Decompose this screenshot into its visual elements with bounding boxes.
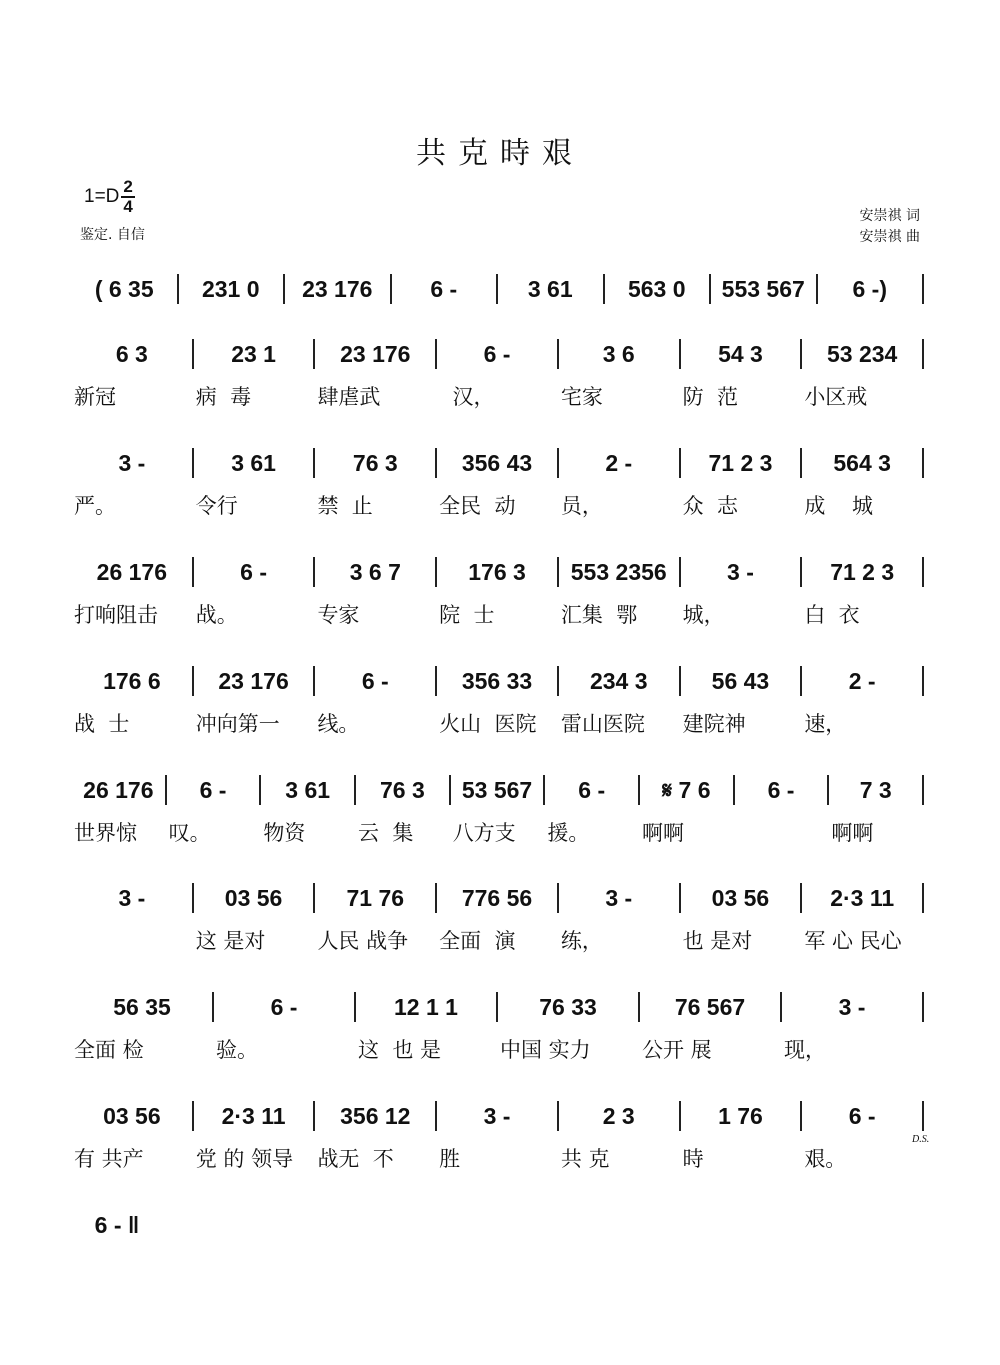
lyric: 汇集 鄂 — [560, 603, 638, 627]
measure: ( 6 35 — [72, 274, 179, 304]
measure: 56 43 — [681, 666, 803, 696]
measure: 71 2 3 — [681, 448, 803, 478]
lyricist: 安崇祺 词 — [859, 208, 920, 224]
score-line — [72, 773, 924, 847]
lyric: 白 衣 — [804, 603, 860, 627]
lyrics-row — [72, 490, 924, 520]
measure: 2 - — [802, 666, 924, 696]
measure: 563 0 — [605, 274, 712, 304]
lyric: 速， — [804, 712, 847, 736]
lyrics-row — [72, 708, 924, 738]
measure: 176 3 — [437, 557, 559, 587]
da-segno-mark: D.S. — [912, 1134, 930, 1145]
score-line — [72, 1208, 162, 1242]
key-text: 1=D — [84, 186, 120, 207]
notes-row — [72, 773, 924, 807]
measure: 7 3 — [829, 775, 924, 805]
lyric — [735, 817, 830, 847]
lyric: 防 范 — [682, 385, 738, 409]
measure: 356 33 — [437, 666, 559, 696]
lyrics-row — [72, 599, 924, 629]
measure: 2 - — [559, 448, 681, 478]
measure: 71 2 3 — [802, 557, 924, 587]
score-line — [72, 1099, 924, 1173]
lyrics-row — [72, 381, 924, 411]
measure: 6 3 — [72, 339, 194, 369]
measure: 553 567 — [711, 274, 818, 304]
lyric: 援。 — [547, 821, 590, 845]
notes-row — [72, 337, 924, 371]
measure: 564 3 — [802, 448, 924, 478]
lyric: 也 是对 — [682, 929, 753, 953]
measure: 26 176 — [72, 557, 194, 587]
identifier: 鉴定. 自信 — [80, 227, 145, 243]
measure: 6 - — [735, 775, 830, 805]
measure: 54 3 — [681, 339, 803, 369]
lyric: 世界惊 — [74, 821, 137, 845]
notes-row — [72, 272, 924, 306]
measure: 03 56 — [72, 1101, 194, 1131]
notes-row — [72, 1208, 162, 1242]
notes-row — [72, 664, 924, 698]
time-signature — [121, 178, 134, 216]
measure: 6 - ‖ — [94, 1211, 140, 1238]
lyric: 现， — [784, 1038, 826, 1062]
lyric: 令行 — [195, 494, 238, 518]
measure: 3 6 7 — [315, 557, 437, 587]
time-top: 2 — [123, 177, 133, 196]
measure: 26 176 — [72, 775, 167, 805]
lyric: 众 志 — [682, 494, 738, 518]
lyric: 线。 — [317, 712, 360, 736]
lyrics-row — [72, 925, 924, 955]
measure: 76 567 — [640, 992, 782, 1022]
lyric: 時 — [682, 1147, 704, 1171]
lyric: 打响阻击 — [74, 603, 158, 627]
measure: 23 176 — [315, 339, 437, 369]
lyric: 严。 — [74, 494, 116, 518]
measure: 12 1 1 — [356, 992, 498, 1022]
lyric: 城， — [682, 603, 725, 627]
notes-row — [72, 990, 924, 1024]
measure: 231 0 — [179, 274, 286, 304]
lyric: 火山 医院 — [439, 712, 537, 736]
lyric: 宅家 — [560, 385, 603, 409]
measure: 6 - — [545, 775, 640, 805]
lyric: 练， — [560, 929, 603, 953]
lyric: 全民 动 — [439, 494, 516, 518]
measure: 6 -) — [818, 274, 925, 304]
lyric: 雷山医院 — [560, 712, 645, 736]
lyric: 人民 战争 — [317, 929, 409, 953]
measure: 71 76 — [315, 883, 437, 913]
key-signature — [84, 178, 135, 216]
measure: 3 61 — [194, 448, 316, 478]
lyric: 有 共产 — [74, 1147, 144, 1171]
lyric: 验。 — [216, 1038, 258, 1062]
composer: 安崇祺 曲 — [859, 229, 920, 245]
measure: 03 56 — [681, 883, 803, 913]
lyric: 战 士 — [74, 712, 130, 736]
lyric: 病 毒 — [195, 385, 252, 409]
measure: 176 6 — [72, 666, 194, 696]
measure: 356 12 — [315, 1101, 437, 1131]
lyric: 成 城 — [804, 494, 874, 518]
lyric: 党 的 领导 — [195, 1147, 294, 1171]
lyric: 肆虐武 — [317, 385, 381, 409]
notes-row — [72, 1099, 924, 1133]
lyric: 八方支 — [452, 821, 516, 845]
lyric: 小区戒 — [804, 385, 868, 409]
notes-row — [72, 881, 924, 915]
measure: 76 3 — [356, 775, 451, 805]
lyric: 冲向第一 — [195, 712, 280, 736]
lyric: 专家 — [317, 603, 360, 627]
lyric: 中国 实力 — [500, 1038, 591, 1062]
measure: 53 234 — [802, 339, 924, 369]
lyrics-row — [72, 1143, 924, 1173]
score-line — [72, 272, 924, 306]
lyric: 汉， — [439, 385, 495, 409]
measure: 6 - — [167, 775, 262, 805]
measure: 2 3 — [559, 1101, 681, 1131]
measure: 2·3 11 — [802, 883, 924, 913]
lyric — [72, 925, 194, 955]
notes-row — [72, 446, 924, 480]
measure: 3 61 — [261, 775, 356, 805]
lyric: 禁 止 — [317, 494, 373, 518]
score-line — [72, 555, 924, 629]
score-line — [72, 337, 924, 411]
score-line — [72, 990, 924, 1064]
lyric: 这 也 是 — [358, 1038, 442, 1062]
measure: 76 33 — [498, 992, 640, 1022]
measure: 23 176 — [194, 666, 316, 696]
lyric: 共 克 — [560, 1147, 610, 1171]
time-bottom: 4 — [123, 197, 133, 216]
lyric: 云 集 — [358, 821, 414, 845]
measure: 1 76 — [681, 1101, 803, 1131]
score-line — [72, 446, 924, 520]
lyric: 公开 展 — [642, 1038, 712, 1062]
lyric: 啊啊 — [642, 821, 685, 845]
lyric: 这 是对 — [195, 929, 266, 953]
measure: 6 - — [802, 1101, 924, 1131]
measure: 23 176 — [285, 274, 392, 304]
measure: 6 - — [392, 274, 499, 304]
measure: 234 3 — [559, 666, 681, 696]
measure: 6 - — [214, 992, 356, 1022]
measure: 3 - — [559, 883, 681, 913]
lyrics-row — [72, 817, 924, 847]
measure: 3 - — [681, 557, 803, 587]
measure: 553 2356 — [559, 557, 681, 587]
measure: 6 - — [315, 666, 437, 696]
measure: 3 - — [437, 1101, 559, 1131]
lyric: 战。 — [195, 603, 238, 627]
measure: 3 - — [782, 992, 924, 1022]
measure: 76 3 — [315, 448, 437, 478]
score-line — [72, 881, 924, 955]
lyric: 物资 — [263, 821, 306, 845]
measure: 776 56 — [437, 883, 559, 913]
lyric: 新冠 — [74, 385, 116, 409]
lyrics-row — [72, 1034, 924, 1064]
lyric: 建院神 — [682, 712, 746, 736]
lyric: 军 心 民心 — [804, 929, 902, 953]
lyric: 全面 检 — [74, 1038, 144, 1062]
lyric: 艰。 — [804, 1147, 847, 1171]
lyric: 胜 — [439, 1147, 461, 1171]
score-line — [72, 664, 924, 738]
measure: 23 1 — [194, 339, 316, 369]
measure: 6 - — [194, 557, 316, 587]
song-title: 共克時艰 — [416, 136, 584, 171]
measure: 356 43 — [437, 448, 559, 478]
measure: 3 - — [72, 883, 194, 913]
measure: 03 56 — [194, 883, 316, 913]
measure: 3 - — [72, 448, 194, 478]
measure: 2·3 11 — [194, 1101, 316, 1131]
notes-row — [72, 555, 924, 589]
lyric: 员， — [560, 494, 603, 518]
lyric: 叹。 — [168, 821, 211, 845]
measure: 3 6 — [559, 339, 681, 369]
lyric: 战无 不 — [317, 1147, 394, 1171]
lyric: 全面 演 — [439, 929, 516, 953]
measure: 6 - — [437, 339, 559, 369]
lyric: 啊啊 — [831, 821, 874, 845]
measure: 53 567 — [451, 775, 546, 805]
measure: 3 61 — [498, 274, 605, 304]
lyric: 院 士 — [439, 603, 495, 627]
measure: 56 35 — [72, 992, 214, 1022]
measure: 𝄋 7 6 — [640, 775, 735, 805]
